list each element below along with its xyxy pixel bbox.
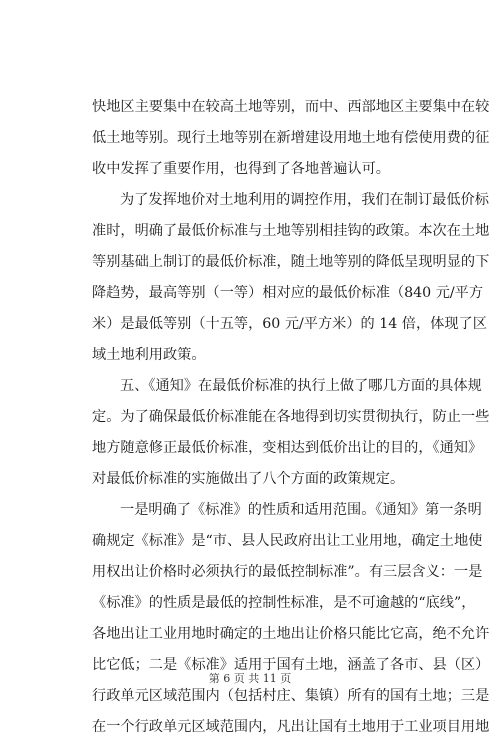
paragraph-first-line: 五、《通知》在最低价标准的执行上做了哪几方面的具体规	[120, 378, 482, 394]
document-body	[92, 92, 490, 743]
text-line: 在一个行政单元区域范围内，凡出让国有土地用于工业项目用地	[92, 719, 490, 735]
text-line: 准时，明确了最低价标准与土地等别相挂钩的政策。本次在土地	[92, 223, 490, 239]
paragraph-first-line: 一是明确了《标准》的性质和适用范围。《通知》第一条明	[120, 502, 482, 518]
text-line: 域土地利用政策。	[92, 347, 206, 363]
text-line: 确规定《标准》是“市、县人民政府出让工业用地，确定土地使	[92, 533, 483, 549]
text-line: 降趋势，最高等别（一等）相对应的最低价标准（840 元/平方	[92, 285, 484, 301]
page-number-footer: 第 6 页 共 11 页	[208, 672, 292, 685]
text-line: 定。为了确保最低价标准能在各地得到切实贯彻执行，防止一些	[92, 409, 490, 425]
text-line: 米）是最低等别（十五等，60 元/平方米）的 14 倍，体现了区	[92, 316, 487, 332]
text-line: 收中发挥了重要作用，也得到了各地普遍认可。	[92, 161, 390, 177]
text-line: 对最低价标准的实施做出了八个方面的政策规定。	[92, 471, 405, 487]
paragraph-first-line: 为了发挥地价对土地利用的调控作用，我们在制订最低价标	[120, 192, 489, 208]
text-line: 比它低；二是《标准》适用于国有土地，涵盖了各市、县（区）	[92, 657, 490, 673]
text-line: 《标准》的性质是最低的控制性标准，是不可逾越的“底线”，	[92, 595, 476, 611]
text-line: 快地区主要集中在较高土地等别，而中、西部地区主要集中在较	[92, 99, 490, 115]
text-line: 等别基础上制订的最低价标准，随土地等别的降低呈现明显的下	[92, 254, 490, 270]
text-line: 各地出让工业用地时确定的土地出让价格只能比它高，绝不允许	[92, 626, 490, 642]
text-line: 低土地等别。现行土地等别在新增建设用地土地有偿使用费的征	[92, 130, 490, 146]
text-line: 行政单元区域范围内（包括村庄、集镇）所有的国有土地；三是	[92, 688, 490, 704]
text-line: 用权出让价格时必须执行的最低控制标准”。有三层含义：一是	[92, 564, 483, 580]
text-line: 地方随意修正最低价标准，变相达到低价出让的目的，《通知》	[92, 440, 483, 456]
